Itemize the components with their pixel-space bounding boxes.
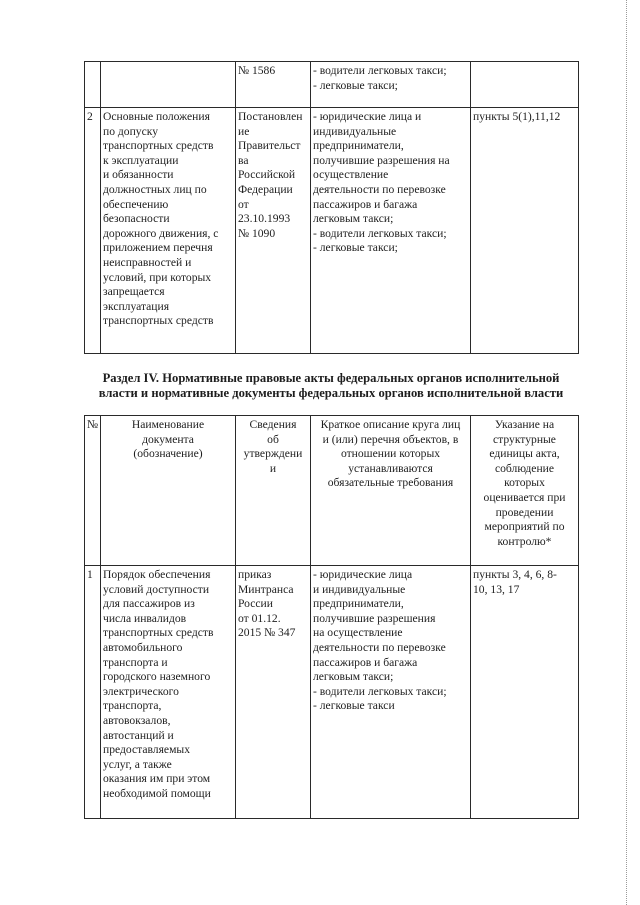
- table-row: [85, 566, 579, 819]
- approval-info: Постановлен ие Правительст ва Российской Федерации от 23.10.1993 № 1090: [236, 108, 311, 354]
- table-row: [85, 108, 579, 354]
- scope-description: - водители легковых такси; - легковые такси;: [311, 62, 471, 108]
- document-name: [101, 62, 236, 108]
- scope-description: - юридические лица и индивидуальные предприниматели, получившие разрешения на осуществление деятельности по перевозке пассажиров и багажа легковым такси; - водители легковых такси; - легковые такси;: [311, 108, 471, 354]
- header-scope: Краткое описание круга лиц и (или) перечня объектов, в отношении которых устанавливаются обязательные требования: [311, 416, 471, 566]
- control-points: пункты 5(1),11,12: [471, 108, 579, 354]
- approval-info: приказ Минтранса России от 01.12. 2015 № 347: [236, 566, 311, 819]
- row-number: 1: [85, 566, 101, 819]
- control-points: пункты 3, 4, 6, 8- 10, 13, 17: [471, 566, 579, 819]
- row-number: 2: [85, 108, 101, 354]
- table-section-iv: [84, 415, 579, 819]
- section-title: Раздел IV. Нормативные правовые акты федеральных органов исполнительной власти и нормативные документы федеральных органов исполнительной власти: [98, 371, 564, 401]
- scope-description: - юридические лица и индивидуальные предприниматели, получившие разрешения на осуществление деятельности по перевозке пассажиров и багажа легковым такси; - водители легковых такси; - легковые такси: [311, 566, 471, 819]
- control-points: [471, 62, 579, 108]
- header-points: Указание на структурные единицы акта, соблюдение которых оценивается при проведении мероприятий по контролю*: [471, 416, 579, 566]
- table-continued: [84, 61, 579, 354]
- table-header-row: [85, 416, 579, 566]
- header-name: Наименование документа (обозначение): [101, 416, 236, 566]
- header-approval: Сведения об утверждени и: [236, 416, 311, 566]
- document-name: Основные положения по допуску транспортных средств к эксплуатации и обязанности должностных лиц по обеспечению безопасности дорожного движения, с приложением перечня неисправностей и условий, при которых запрещается эксплуатация транспортных средств: [101, 108, 236, 354]
- header-number: №: [85, 416, 101, 566]
- table-row: [85, 62, 579, 108]
- approval-info: № 1586: [236, 62, 311, 108]
- document-name: Порядок обеспечения условий доступности для пассажиров из числа инвалидов транспортных средств автомобильного транспорта и городского наземного электрического транспорта, автовокзалов, автостанций и предоставляемых услуг, а также оказания им при этом необходимой помощи: [101, 566, 236, 819]
- page-edge-dotted-line: [626, 0, 627, 905]
- row-number: [85, 62, 101, 108]
